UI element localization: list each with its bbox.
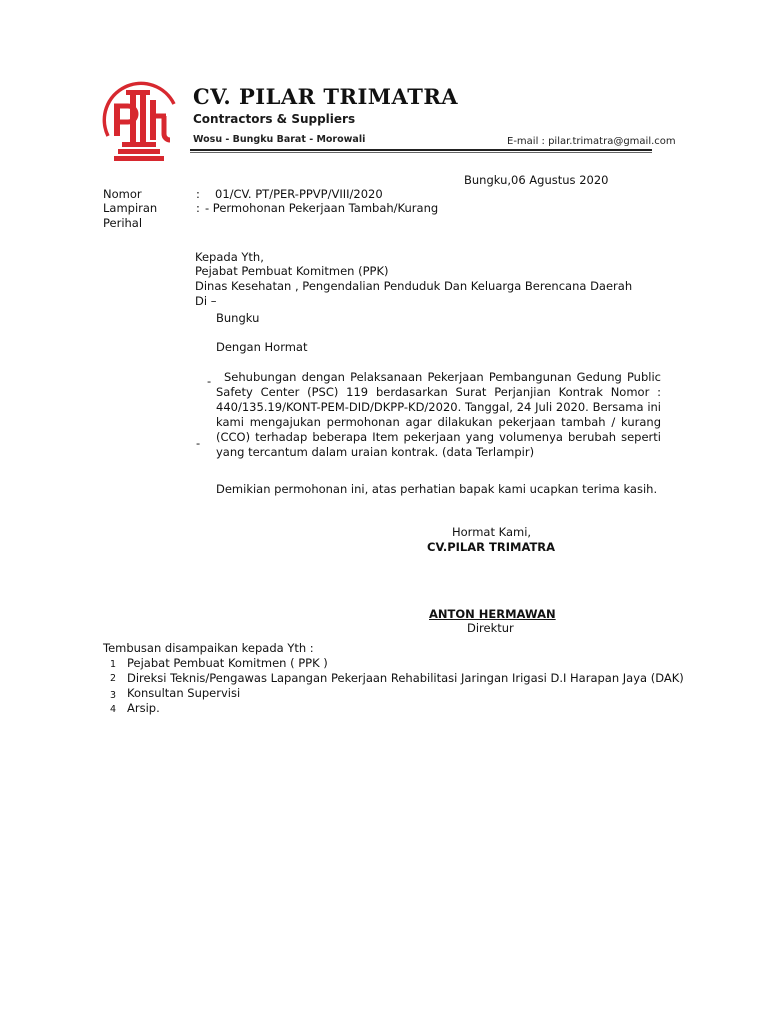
cc-item-text: Arsip. bbox=[127, 701, 160, 715]
company-address: Wosu - Bungku Barat - Morowali bbox=[193, 134, 366, 145]
cc-number: 3 bbox=[110, 690, 117, 701]
lampiran-value: - Permohonan Pekerjaan Tambah/Kurang bbox=[205, 201, 439, 215]
header-rule-thin bbox=[190, 152, 652, 153]
company-tagline: Contractors & Suppliers bbox=[193, 112, 356, 126]
signature-company: CV.PILAR TRIMATRA bbox=[427, 540, 556, 554]
cc-heading: Tembusan disampaikan kepada Yth : bbox=[103, 641, 314, 655]
company-name: CV. PILAR TRIMATRA bbox=[193, 84, 459, 109]
bullet-2: - bbox=[196, 436, 201, 450]
greeting: Dengan Hormat bbox=[216, 340, 308, 354]
cc-item-text: Konsultan Supervisi bbox=[127, 686, 241, 700]
nomor-colon: : bbox=[196, 187, 200, 201]
closing-text: Demikian permohonan ini, atas perhatian bapak kami ucapkan terima kasih. bbox=[216, 482, 658, 496]
recipient-city: Bungku bbox=[216, 311, 260, 325]
lampiran-label: Lampiran bbox=[103, 201, 158, 215]
cc-number: 1 bbox=[110, 659, 117, 670]
signatory-title: Direktur bbox=[467, 621, 514, 635]
recipient-line2: Pejabat Pembuat Komitmen (PPK) bbox=[195, 264, 389, 278]
nomor-label: Nomor bbox=[103, 187, 142, 201]
nomor-value: 01/CV. PT/PER-PPVP/VIII/2020 bbox=[215, 187, 383, 201]
cc-item-text: Pejabat Pembuat Komitmen ( PPK ) bbox=[127, 656, 328, 670]
recipient-line4: Di – bbox=[195, 294, 217, 308]
bullet-1: - bbox=[207, 374, 212, 388]
regards: Hormat Kami, bbox=[452, 525, 532, 539]
letter-date: Bungku,06 Agustus 2020 bbox=[464, 173, 609, 187]
company-logo bbox=[100, 76, 182, 162]
company-email: E-mail : pilar.trimatra@gmail.com bbox=[507, 136, 676, 147]
recipient-line3: Dinas Kesehatan , Pengendalian Penduduk Dan Keluarga Berencana Daerah bbox=[195, 279, 633, 293]
body-paragraph: Sehubungan dengan Pelaksanaan Pekerjaan Pembangunan Gedung Public Safety Center (PSC) 119 berdasarkan Surat Perjanjian Kontrak Nomor : 440/135.19/KONT-PEM-DID/DKPP-KD/2020. Tanggal, 24 Juli 2020. Bersama ini kami mengajukan permohonan agar dilakukan pekerjaan tambah / kurang (CCO) terhadap beberapa Item pekerjaan yang volumenya berubah seperti yang tercantum dalam uraian kontrak. (data Terlampir) bbox=[216, 370, 661, 459]
lampiran-colon: : bbox=[196, 201, 200, 215]
cc-number: 2 bbox=[110, 673, 117, 684]
recipient-line1: Kepada Yth, bbox=[195, 250, 264, 264]
signatory-name: ANTON HERMAWAN bbox=[429, 607, 556, 621]
cc-number: 4 bbox=[110, 704, 117, 715]
perihal-label: Perihal bbox=[103, 216, 143, 230]
cc-item-text: Direksi Teknis/Pengawas Lapangan Pekerjaan Rehabilitasi Jaringan Irigasi D.I Harapan Jaya (DAK) bbox=[127, 671, 684, 685]
header-rule bbox=[190, 149, 652, 151]
